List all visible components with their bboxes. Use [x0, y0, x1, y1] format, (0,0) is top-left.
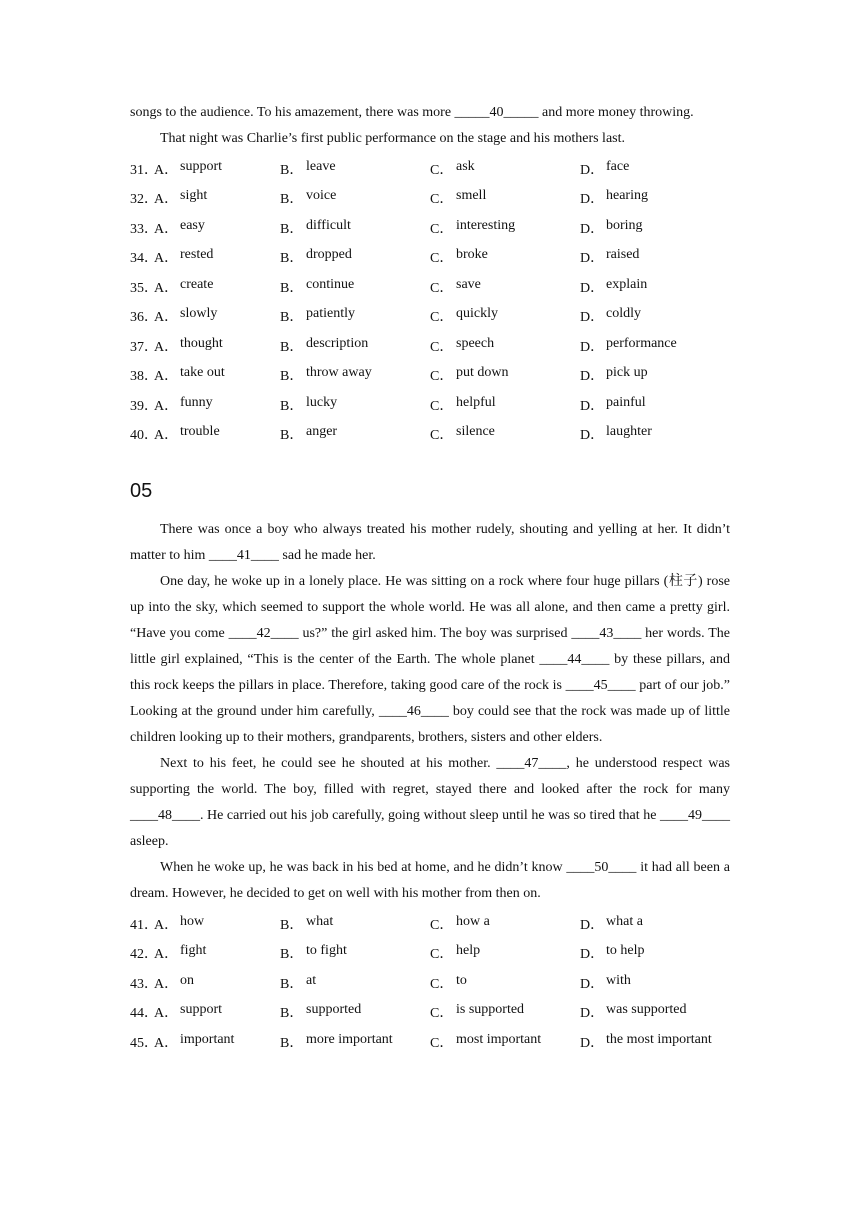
option-d[interactable]: D． laughter [580, 424, 652, 444]
option-c[interactable]: C． quickly [430, 306, 498, 326]
option-a[interactable]: A． support [154, 1002, 222, 1022]
option-a[interactable]: A． fight [154, 943, 207, 963]
question-number: 41． [130, 917, 158, 933]
question-options-row [130, 302, 730, 332]
question-options-row [130, 420, 730, 450]
option-d[interactable]: D． raised [580, 247, 640, 267]
question-options-row [130, 968, 730, 998]
option-b[interactable]: B． supported [280, 1002, 362, 1022]
passage-paragraph: There was once a boy who always treated his mother rudely, shouting and yelling at her. It didn’t matter to him ____41____ sad he made her. [130, 522, 730, 563]
option-a[interactable]: A． important [154, 1031, 235, 1051]
question-options-row [130, 998, 730, 1028]
option-d[interactable]: D． to help [580, 943, 645, 963]
option-b[interactable]: B． anger [280, 424, 338, 444]
option-b[interactable]: B． at [280, 972, 317, 992]
option-c[interactable]: C． speech [430, 335, 495, 355]
option-b[interactable]: B． dropped [280, 247, 352, 267]
question-number: 33． [130, 221, 158, 237]
document-page [130, 100, 730, 1057]
option-d[interactable]: D． performance [580, 335, 677, 355]
option-a[interactable]: A． trouble [154, 424, 220, 444]
question-number: 40． [130, 428, 158, 444]
option-c[interactable]: C． how a [430, 913, 490, 933]
option-a[interactable]: A． take out [154, 365, 225, 385]
question-number: 34． [130, 251, 158, 267]
question-options-row [130, 331, 730, 361]
option-a[interactable]: A． on [154, 972, 194, 992]
option-b[interactable]: B． what [280, 913, 334, 933]
question-number: 43． [130, 976, 158, 992]
question-number: 39． [130, 398, 158, 414]
question-options-row [130, 243, 730, 273]
option-d[interactable]: D． painful [580, 394, 646, 414]
question-number: 32． [130, 192, 158, 208]
option-b[interactable]: B． continue [280, 276, 355, 296]
question-number: 44． [130, 1006, 158, 1022]
option-b[interactable]: B． throw away [280, 365, 372, 385]
option-c[interactable]: C． helpful [430, 394, 496, 414]
question-options-row [130, 213, 730, 243]
option-c[interactable]: C． help [430, 943, 481, 963]
option-c[interactable]: C． to [430, 972, 467, 992]
option-b[interactable]: B． description [280, 335, 369, 355]
option-b[interactable]: B． patiently [280, 306, 355, 326]
option-a[interactable]: A． rested [154, 247, 214, 267]
option-d[interactable]: D． boring [580, 217, 643, 237]
option-b[interactable]: B． difficult [280, 217, 351, 237]
option-c[interactable]: C． silence [430, 424, 495, 444]
option-d[interactable]: D． with [580, 972, 631, 992]
option-a[interactable]: A． easy [154, 217, 205, 237]
option-b[interactable]: B． leave [280, 158, 336, 178]
option-d[interactable]: D． coldly [580, 306, 641, 326]
option-b[interactable]: B． lucky [280, 394, 338, 414]
option-c[interactable]: C． is supported [430, 1002, 525, 1022]
question-number: 42． [130, 947, 158, 963]
question-options-row [130, 1027, 730, 1057]
option-a[interactable]: A． funny [154, 394, 213, 414]
option-c[interactable]: C． most important [430, 1031, 542, 1051]
passage-paragraph: One day, he woke up in a lonely place. He was sitting on a rock where four huge pillars (柱子) rose up into the sky, which seemed to support the whole world. He was all alone, and then came a pretty girl. “Have you come ____42____ us?” the girl asked him. The boy was surprised ____43____ her words. The little girl explained, “This is the center of the Earth. The whole planet ____44____ by these pillars, and this rock keeps the pillars in place. Therefore, taking good care of the rock is ____45____ part of our job.” Looking at the ground under him carefully, ____46____ boy could see that the rock was made up of little children looking up to their mothers, grandparents, brothers, sisters and other elders. [130, 574, 730, 745]
option-d[interactable]: D． face [580, 158, 630, 178]
option-c[interactable]: C． put down [430, 365, 509, 385]
passage-paragraph: songs to the audience. To his amazement, there was more _____40_____ and more money throwing. [130, 105, 694, 120]
option-a[interactable]: A． sight [154, 188, 208, 208]
question-options-row [130, 939, 730, 969]
option-d[interactable]: D． pick up [580, 365, 648, 385]
question-number: 45． [130, 1035, 158, 1051]
question-options-row [130, 184, 730, 214]
section-heading: 05 [130, 480, 153, 502]
option-c[interactable]: C． save [430, 276, 481, 296]
question-options-row [130, 361, 730, 391]
option-a[interactable]: A． how [154, 913, 205, 933]
passage-paragraph: That night was Charlie’s first public performance on the stage and his mothers last. [160, 131, 625, 146]
option-c[interactable]: C． interesting [430, 217, 516, 237]
passage-paragraph: Next to his feet, he could see he shouted at his mother. ____47____, he understood respect was supporting the world. The boy, filled with regret, stayed there and looked after the rock for many ____48____. He carried out his job carefully, going without sleep until he was so tired that he ____49____ asleep. [130, 756, 730, 849]
option-a[interactable]: A． create [154, 276, 214, 296]
question-number: 37． [130, 339, 158, 355]
option-c[interactable]: C． ask [430, 158, 475, 178]
option-a[interactable]: A． thought [154, 335, 223, 355]
option-a[interactable]: A． support [154, 158, 222, 178]
option-d[interactable]: D． the most important [580, 1031, 712, 1051]
option-d[interactable]: D． was supported [580, 1002, 687, 1022]
question-options-row [130, 154, 730, 184]
option-d[interactable]: D． what a [580, 913, 643, 933]
question-number: 35． [130, 280, 158, 296]
passage-paragraph: When he woke up, he was back in his bed at home, and he didn’t know ____50____ it had all been a dream. However, he decided to get on well with his mother from then on. [130, 860, 730, 901]
option-a[interactable]: A． slowly [154, 306, 218, 326]
option-c[interactable]: C． broke [430, 247, 488, 267]
option-d[interactable]: D． explain [580, 276, 648, 296]
option-b[interactable]: B． voice [280, 188, 337, 208]
question-number: 31． [130, 162, 158, 178]
question-number: 38． [130, 369, 158, 385]
question-options-row [130, 909, 730, 939]
option-c[interactable]: C． smell [430, 188, 487, 208]
question-number: 36． [130, 310, 158, 326]
option-d[interactable]: D． hearing [580, 188, 648, 208]
option-b[interactable]: B． to fight [280, 943, 347, 963]
option-b[interactable]: B． more important [280, 1031, 393, 1051]
question-options-row [130, 272, 730, 302]
question-options-row [130, 390, 730, 420]
options-list [130, 154, 730, 449]
options-list [130, 909, 730, 1057]
